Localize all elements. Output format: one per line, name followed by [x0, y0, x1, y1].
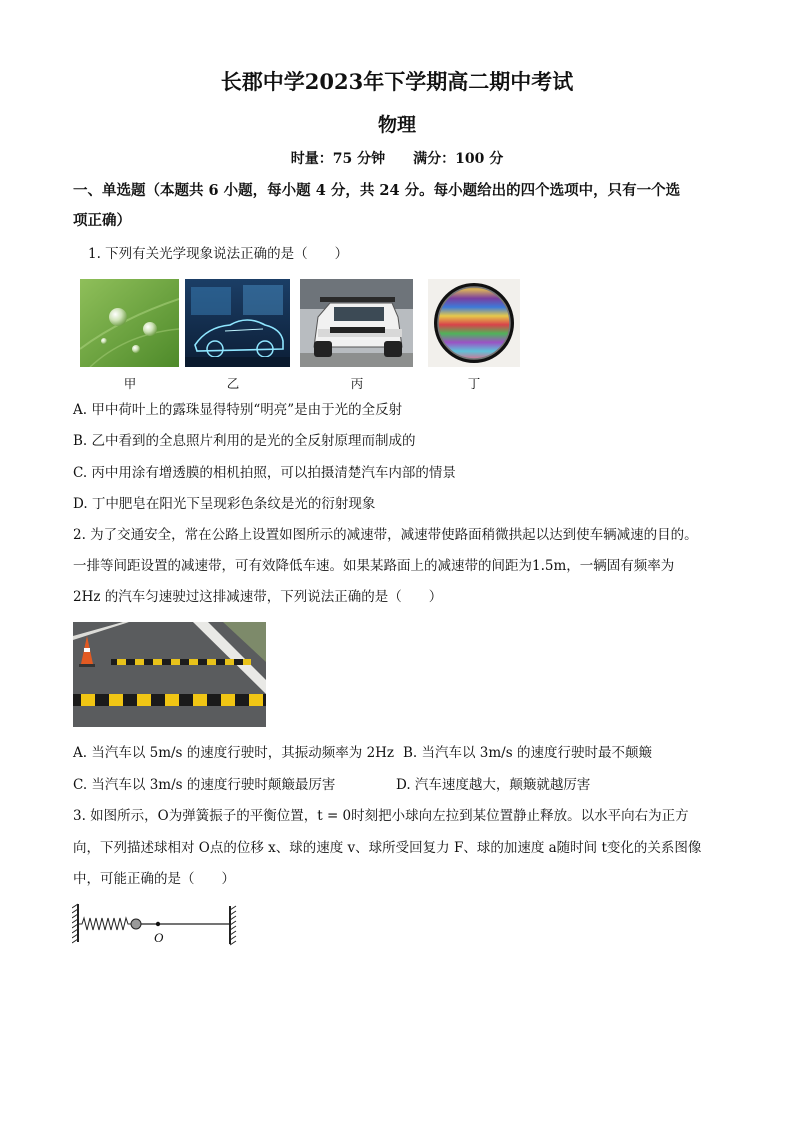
- q2-option-a: A. 当汽车以 5m/s 的速度行驶时，其振动频率为 2Hz: [73, 745, 395, 761]
- q1-photo-lotus-dew: [80, 279, 179, 367]
- q2-stem-line3: 2Hz 的汽车匀速驶过这排减速带，下列说法正确的是（ ）: [73, 589, 443, 605]
- full-score: 满分：100 分: [413, 151, 504, 167]
- q2-stem-line1: 2. 为了交通安全，常在公路上设置如图所示的减速带，减速带使路面稍微拱起以达到使车辆减速的目的。: [73, 527, 698, 543]
- q1-stem: 1. 下列有关光学现象说法正确的是（ ）: [88, 246, 349, 262]
- q1-photo-hologram-car: [185, 279, 290, 367]
- q3-stem-line1: 3. 如图所示，O为弹簧振子的平衡位置，t = 0时刻把小球向左拉到某位置静止释放。以水平向右为正方: [73, 808, 689, 824]
- q1-photo-soap-film: [428, 279, 520, 367]
- q3-stem-line3: 中，可能正确的是（ ）: [73, 871, 235, 887]
- q1-caption-bing: 丙: [350, 376, 364, 391]
- q1-option-a: A. 甲中荷叶上的露珠显得特别“明亮”是由于光的全反射: [73, 402, 403, 418]
- q3-spring-oscillator-diagram: [72, 900, 242, 950]
- subject-title: 物理: [377, 114, 416, 136]
- q1-caption-jia: 甲: [123, 376, 137, 391]
- time-limit: 时量：75 分钟: [290, 151, 386, 167]
- q1-caption-ding: 丁: [467, 376, 481, 391]
- exam-title: 长郡中学2023年下学期高二期中考试: [220, 69, 574, 94]
- section-heading-line2: 项正确）: [73, 212, 131, 229]
- q2-stem-line2: 一排等间距设置的减速带，可有效降低车速。如果某路面上的减速带的间距为1.5m，一辆固有频率为: [73, 558, 675, 574]
- q2-photo-speed-bumps: [73, 622, 266, 727]
- q2-option-c: C. 当汽车以 3m/s 的速度行驶时颠簸最厉害: [73, 777, 336, 793]
- q1-option-c: C. 丙中用涂有增透膜的相机拍照，可以拍摄清楚汽车内部的情景: [73, 465, 456, 481]
- q1-photo-suv: [300, 279, 413, 367]
- q3-point-o-label: O: [154, 930, 164, 945]
- q1-caption-yi: 乙: [226, 376, 240, 391]
- q3-stem-line2: 向，下列描述球相对 O点的位移 x、球的速度 v、球所受回复力 F、球的加速度 a随时间 t变化的关系图像: [73, 840, 702, 856]
- exam-info: [0, 148, 794, 168]
- q2-option-b: B. 当汽车以 3m/s 的速度行驶时最不颠簸: [403, 745, 652, 761]
- q1-option-d: D. 丁中肥皂在阳光下呈现彩色条纹是光的衍射现象: [73, 496, 376, 512]
- section-heading-line1: 一、单选题（本题共 6 小题，每小题 4 分，共 24 分。每小题给出的四个选项中，只有一个选: [73, 182, 681, 199]
- q1-option-b: B. 乙中看到的全息照片利用的是光的全反射原理而制成的: [73, 433, 416, 449]
- q2-option-d: D. 汽车速度越大，颠簸就越厉害: [396, 777, 591, 793]
